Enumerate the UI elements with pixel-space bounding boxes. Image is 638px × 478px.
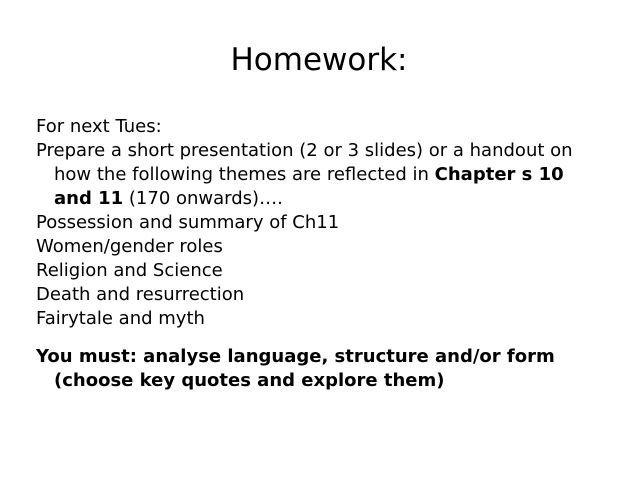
task-description bbox=[36, 139, 606, 211]
theme-item: Possession and summary of Ch11 bbox=[36, 212, 340, 233]
task-text-part2: (170 onwards)…. bbox=[123, 188, 283, 209]
theme-item: Death and resurrection bbox=[36, 284, 245, 305]
slide-body bbox=[36, 115, 606, 393]
theme-item: Fairytale and myth bbox=[36, 308, 205, 329]
theme-item: Religion and Science bbox=[36, 260, 223, 281]
instruction-bold: You must: analyse language, structure and/or form (choose key quotes and explore them) bbox=[36, 346, 555, 391]
deadline-line: For next Tues: bbox=[36, 116, 162, 137]
slide-title: Homework: bbox=[230, 42, 408, 78]
task-text-part1: Prepare a short presentation (2 or 3 slides) or a handout on how the following themes are reflected in bbox=[36, 140, 573, 185]
theme-item: Women/gender roles bbox=[36, 236, 223, 257]
task-chapters-bold: Chapter s 10 and 11 bbox=[54, 164, 564, 209]
instruction-text bbox=[36, 345, 606, 393]
spacer bbox=[36, 331, 606, 345]
